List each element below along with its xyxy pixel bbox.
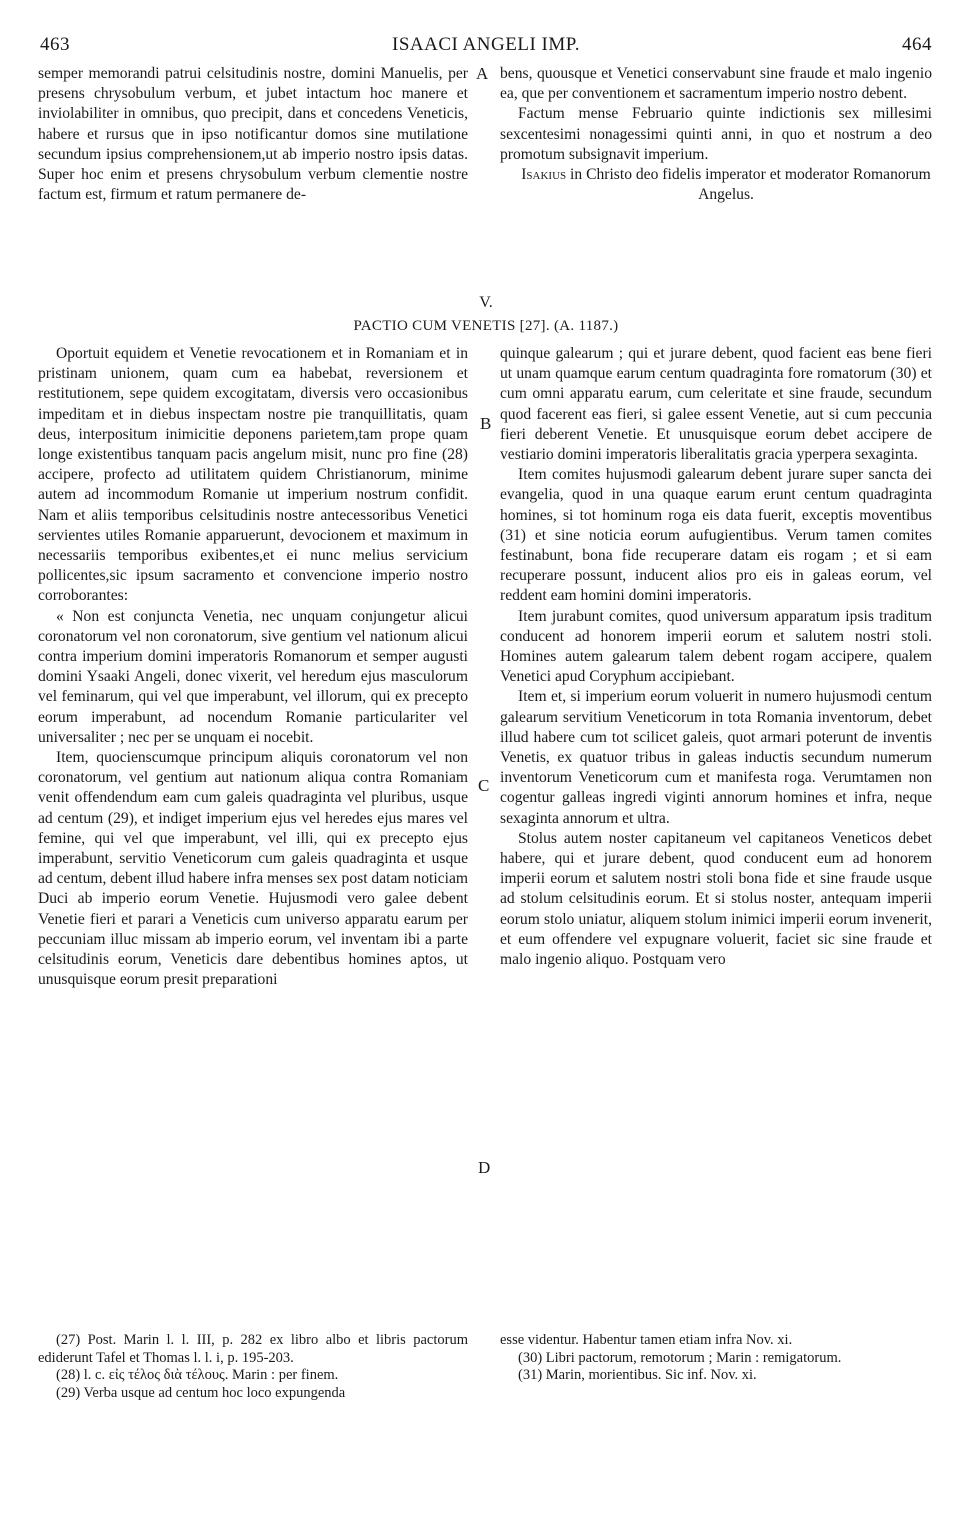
signature-rest: in Christo deo fidelis imperator et moderator Romanorum Angelus.	[566, 166, 931, 204]
footnote-29-continued: esse videntur. Habentur tamen etiam infra Nov. xi.	[500, 1332, 793, 1348]
margin-letter-c: C	[478, 776, 490, 795]
right-paragraph-1: quinque galearum ; qui et jurare debent, quod facient eas bene fieri ut unam quamque earum centum quadraginta fore romatorum (30) et cum omni apparatu earum, cum celeritate et sine fraude, secundum quod facerent eas fieri, si galee essent Venetie, aut si cum peccunia fieri deberent Venetie. Et unusquisque eorum debet accipere de vestiario domini imperatoris liberalitatis gracia yperpera sexaginta.	[500, 345, 932, 464]
right-paragraph-4: Item et, si imperium eorum voluerit in numero hujusmodi centum galearum servitium Veneticorum in tota Romania inventorum, debet illud habere cum tot scilicet galeis, quot armari poterunt de inventis Venetis, ex quatuor tribus in galeas inductis secundum numerum inventorum Veneticorum cum et manifesta roga. Verumtamen non cogentur galleas ingredi viginti annorum homines et infra, neque sexaginta annorum et ultra.	[500, 688, 932, 827]
signature	[520, 165, 932, 205]
top-right-column	[500, 64, 932, 205]
section-number: V.	[479, 294, 493, 311]
right-paragraph-5: Stolus autem noster capitaneum vel capitaneos Veneticos debet habere, qui et jurare debent, quod conducent eum ad honorem imperii eorum et salutem nostri stoli bona fide et sine fraude usque ad stolum celsitudinis eorum. Et si stolus noster, antequam imperii eorum stolo uniatur, aliquem stolum inimici imperii eorum invenerit, et eum offendere vel expugnare voluerit, faciet sic sine fraude et malo ingenio aliquo. Postquam vero	[500, 829, 932, 969]
left-paragraph-2: « Non est conjuncta Venetia, nec unquam conjungetur alicui coronatorum vel non coronatorum, sive gentium vel nationum alicui contra imperium domini imperatoris Romanorum et semper augusti domini Ysaaki Angeli, donec vixerit, vel heredum ejus masculorum vel feminarum, qui vel que imperabunt, vel illorum, qui ex precepto eorum imperabunt, ad nocendum Romanie particulariter vel universaliter ; nec per se unquam ei nocebit.	[38, 607, 468, 746]
margin-letter-b: B	[480, 414, 492, 433]
footnote-29: (29) Verba usque ad centum hoc loco expungenda	[56, 1384, 346, 1401]
left-paragraph-3: Item, quocienscumque principum aliquis coronatorum vel non coronatorum, vel gentium aut nationum aliqua contra Romaniam venit offendendum eam cum galeis quadraginta vel pluribus, usque ad centum (29), et indiget imperium ejus vel heredes ejus mares vel femine, qui vel que imperabunt, vel illi, qui ex precepto ejus imperabunt, servitio Veneticorum cum galeis quadraginta et usque ad centum, debent illud habere infra menses sex post datam noticiam Duci ab imperio eorum Venetie. Hujusmodi vero galee debent Venetie fieri et parari a Veneticis cum universo apparatu earum per peccuniam illuc missam ab imperio eorum, vel inventam ibi a parte celsitudinis eorum, Veneticis dare debentibus homines aptos, ut unusquisque eorum presit preparationi	[38, 749, 468, 989]
main-left-column	[38, 344, 468, 991]
margin-letter-d: D	[478, 1158, 491, 1177]
top-right-paragraph: bens, quousque et Venetici conservabunt sine fraude et malo ingenio ea, que per conventionem et sacramentum imperio nostro debent.	[500, 65, 932, 103]
right-paragraph-3: Item jurabunt comites, quod universum apparatum ipsis traditum conducent ad honorem imperii eorum et salutem nostri stoli. Homines autem galearum talem debent rogam accipere, qualem Venetici apud Coryphum accipiebant.	[500, 607, 932, 686]
main-right-column	[500, 344, 932, 970]
footnote-27: (27) Post. Marin l. l. III, p. 282 ex libro albo et libris pactorum ediderunt Tafel et Thomas l. l. i, p. 195-203.	[38, 1332, 468, 1366]
running-header	[40, 34, 932, 60]
footnotes-right	[500, 1332, 932, 1385]
top-left-column	[38, 64, 468, 205]
footnote-28: (28) l. c. εἰς τέλος διὰ τέλους. Marin : per finem.	[56, 1367, 339, 1383]
section-title: PACTIO CUM VENETIS [27]. (A. 1187.)	[353, 318, 619, 334]
left-paragraph-1: Oportuit equidem et Venetie revocationem et in Romaniam et in pristinam unionem, quam cum ea habebat, reversionem et restitutionem, sepe quidem excogitatam, diversis vero occasionibus impeditam et in diebus inspectam nostre pie tranquillitatis, quam deus, interpositum inimicitie deponens parietem,tam prope quam longe existentibus tanquam pacis angelum misit, nunc pro fine (28) accipere, profecto ad utilitatem quidem Christianorum, minime autem ad incommodum Romanie ut imperium nostrum confidit. Nam et aliis temporibus celsitudinis nostre antecessoribus Venetici servientes utiles Romanie apparuerunt, devocionem et maximum in necessariis temporibus exibentes,et ei nunc melius servicium pollicentes,sic ipsum sacramento et convencione imperio nostro corroborantes:	[38, 345, 468, 605]
signature-name: Isakius	[521, 166, 567, 184]
footnote-31: (31) Marin, morientibus. Sic inf. Nov. xi.	[518, 1367, 757, 1383]
page-number-left: 463	[40, 34, 70, 55]
top-left-paragraph: semper memorandi patrui celsitudinis nostre, domini Manuelis, per presens chrysobulum verbum, et jubet intactum hoc manere et inviolabiliter in omnibus, quo precipit, dans et concedens Veneticis, habere et rursus que in ipso notificantur domos sine mutilatione secundum ipsius comprehensionem,ut ab imperio nostro ipsis datas. Super hoc enim et presens chrysobulum verbum clementie nostre factum est, firmum et ratum permanere de-	[38, 65, 468, 204]
page-number-right: 464	[902, 34, 932, 55]
right-paragraph-2: Item comites hujusmodi galearum debent jurare super sancta dei evangelia, quod in una quaque earum erunt centum quadraginta homines, si tot hominum roga eis data fuerit, exceptis moventibus (31) et sine noticia eorum aufugientibus. Verum tamen comites festinabunt, bona fide recuperare datam eis rogam ; et si eam recuperare possunt, inducent alios pro eis in galeas eorum, vel reddent eam homini domini imperatoris.	[500, 466, 932, 605]
date-paragraph: Factum mense Februario quinte indictionis sex millesimi sexcentesimi nonagessimi quinti anni, in quo et nostrum a deo promotum subsignavit imperium.	[500, 105, 932, 163]
margin-letter-a: A	[476, 64, 489, 83]
footnotes-left	[38, 1332, 468, 1402]
footnote-30: (30) Libri pactorum, remotorum ; Marin : remigatorum.	[518, 1349, 842, 1366]
running-title: ISAACI ANGELI IMP.	[392, 34, 580, 55]
